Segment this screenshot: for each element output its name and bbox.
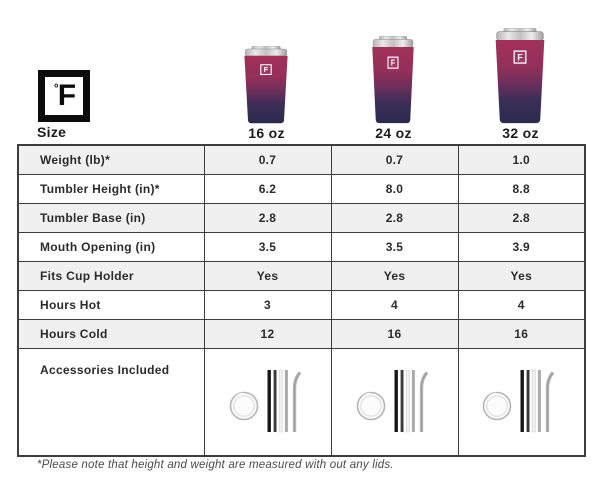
spec-value: Yes bbox=[204, 261, 331, 290]
row-label: Tumbler Base (in) bbox=[18, 203, 204, 232]
table-row-weight bbox=[18, 145, 585, 174]
spec-value: 2.8 bbox=[458, 203, 585, 232]
tumbler-image-16oz bbox=[242, 46, 290, 124]
spec-value: 3.5 bbox=[204, 232, 331, 261]
footnote: *Please note that height and weight are measured with out any lids. bbox=[37, 459, 394, 471]
column-header-32oz: 32 oz bbox=[502, 125, 539, 141]
size-row-label: Size bbox=[37, 124, 67, 140]
spec-value: 4 bbox=[331, 290, 458, 319]
spec-value: 0.7 bbox=[204, 145, 331, 174]
tumbler-logo-letter: F bbox=[263, 65, 269, 75]
spec-value: 1.0 bbox=[458, 145, 585, 174]
row-label: Hours Cold bbox=[18, 319, 204, 348]
table-row-accessories bbox=[18, 348, 585, 456]
table-row-hours-hot bbox=[18, 290, 585, 319]
table-row-height bbox=[18, 174, 585, 203]
brand-logo bbox=[38, 70, 90, 122]
spec-value: 6.2 bbox=[204, 174, 331, 203]
accessories-cell-24oz bbox=[331, 348, 458, 456]
accessories-cell-16oz bbox=[204, 348, 331, 456]
column-header-16oz: 16 oz bbox=[248, 125, 285, 141]
table-row-hours-cold bbox=[18, 319, 585, 348]
row-label: Mouth Opening (in) bbox=[18, 232, 204, 261]
spec-value: 3 bbox=[204, 290, 331, 319]
table-row-base bbox=[18, 203, 585, 232]
spec-value: 16 bbox=[331, 319, 458, 348]
tumbler-image-32oz bbox=[493, 28, 547, 124]
spec-value: 3.5 bbox=[331, 232, 458, 261]
tumbler-image-24oz bbox=[370, 36, 416, 124]
spec-table bbox=[17, 144, 586, 457]
brand-logo-degree: ° bbox=[53, 81, 59, 95]
spec-value: 2.8 bbox=[204, 203, 331, 232]
row-label: Accessories Included bbox=[18, 348, 204, 456]
spec-value: 0.7 bbox=[331, 145, 458, 174]
spec-value: Yes bbox=[331, 261, 458, 290]
tumbler-logo-letter: F bbox=[390, 58, 396, 68]
spec-value: Yes bbox=[458, 261, 585, 290]
spec-value: 4 bbox=[458, 290, 585, 319]
table-row-mouth-opening bbox=[18, 232, 585, 261]
brand-logo-letter: F bbox=[57, 79, 76, 112]
spec-value: 8.0 bbox=[331, 174, 458, 203]
spec-value: 3.9 bbox=[458, 232, 585, 261]
spec-value: 2.8 bbox=[331, 203, 458, 232]
table-row-cup-holder bbox=[18, 261, 585, 290]
tumbler-logo-letter: F bbox=[517, 52, 523, 63]
spec-value: 16 bbox=[458, 319, 585, 348]
row-label: Hours Hot bbox=[18, 290, 204, 319]
spec-value: 8.8 bbox=[458, 174, 585, 203]
accessories-cell-32oz bbox=[458, 348, 585, 456]
accessory-set-image bbox=[226, 366, 310, 438]
column-header-24oz: 24 oz bbox=[375, 125, 412, 141]
accessory-set-image bbox=[353, 366, 437, 438]
row-label: Fits Cup Holder bbox=[18, 261, 204, 290]
accessory-set-image bbox=[479, 366, 563, 438]
row-label: Weight (lb)* bbox=[18, 145, 204, 174]
spec-value: 12 bbox=[204, 319, 331, 348]
row-label: Tumbler Height (in)* bbox=[18, 174, 204, 203]
